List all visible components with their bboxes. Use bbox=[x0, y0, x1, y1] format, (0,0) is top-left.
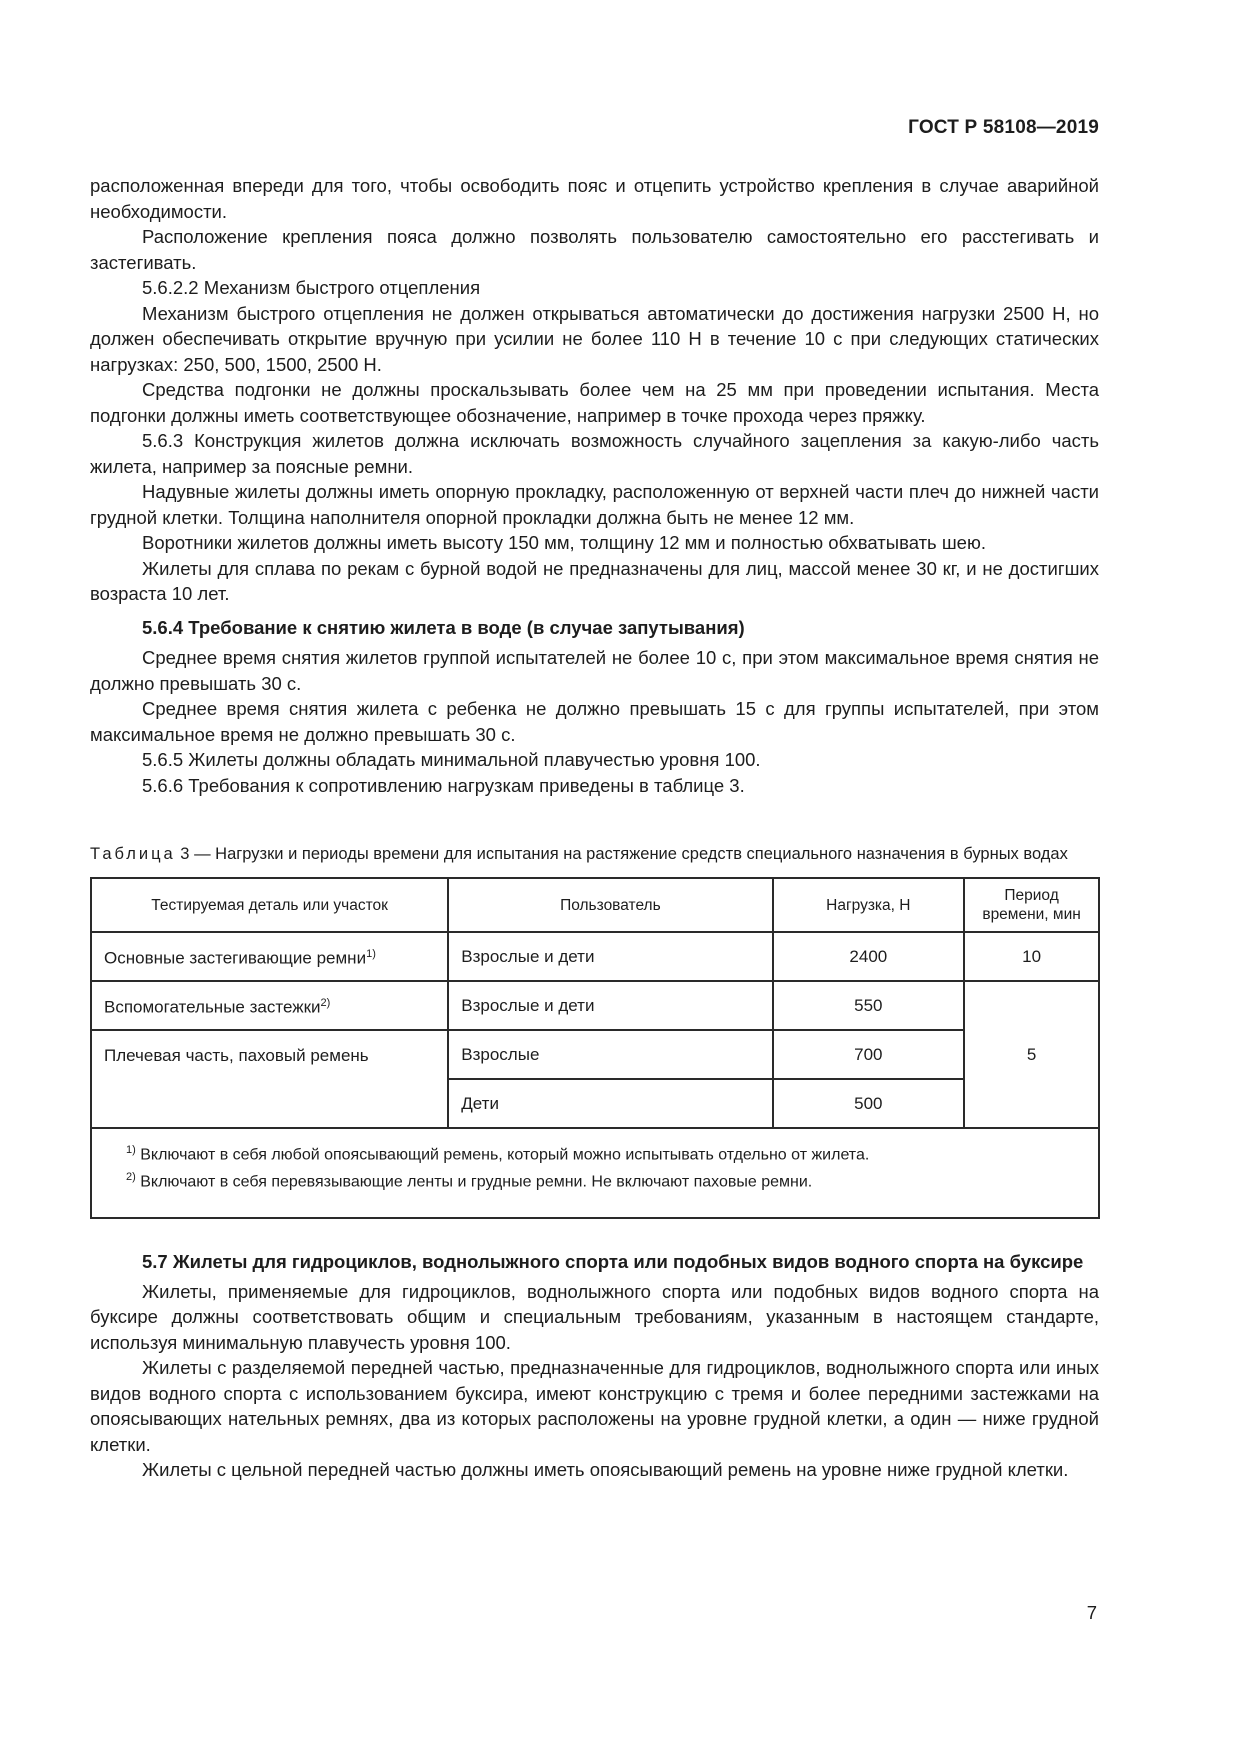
header-part: Тестируемая деталь или участок bbox=[91, 878, 448, 932]
paragraph: 5.6.5 Жилеты должны обладать минимальной плавучестью уровня 100. bbox=[142, 749, 761, 770]
cell-load: 550 bbox=[773, 981, 965, 1030]
cell-load: 500 bbox=[773, 1079, 965, 1128]
cell-load: 2400 bbox=[773, 932, 965, 981]
section-heading: 5.7 Жилеты для гидроциклов, воднолыжного спорта или подобных видов водного спорта на буксире bbox=[142, 1251, 1084, 1272]
paragraph: Среднее время снятия жилетов группой испытателей не более 10 с, при этом максимальное время снятия не должно превышать 30 с. bbox=[90, 647, 1099, 694]
paragraph: Расположение крепления пояса должно позволять пользователю самостоятельно его расстегивать и застегивать. bbox=[90, 226, 1099, 273]
section-57 bbox=[90, 1249, 1099, 1483]
loads-table bbox=[90, 877, 1100, 1219]
paragraph: Жилеты для сплава по рекам с бурной водой не предназначены для лиц, массой менее 30 кг, и не достигших возраста 10 лет. bbox=[90, 557, 1099, 604]
table-caption-number: 3 bbox=[180, 845, 190, 863]
paragraph: Жилеты, применяемые для гидроциклов, воднолыжного спорта или подобных видов водного спорта на буксире должны соответствовать общим и специальным требованиям, указанным в настоящем стандарте, используя минимальную плавучесть уровня 100. bbox=[90, 1280, 1099, 1353]
section-heading: 5.6.4 Требование к снятию жилета в воде (в случае запутывания) bbox=[142, 616, 745, 638]
paragraph: Среднее время снятия жилета с ребенка не должно превышать 15 с для группы испытателей, при этом максимальное время не должно превышать 30 с. bbox=[90, 698, 1099, 745]
header-load: Нагрузка, Н bbox=[773, 878, 965, 932]
footnote-text: Включают в себя перевязывающие ленты и грудные ремни. Не включают паховые ремни. bbox=[140, 1173, 813, 1191]
subsection-title: 5.6.2.2 Механизм быстрого отцепления bbox=[142, 277, 481, 298]
table-caption-text: — Нагрузки и периоды времени для испытания на растяжение средств специального назначения в бурных водах bbox=[189, 845, 1068, 863]
cell-part-text: Вспомогательные застежки bbox=[104, 997, 321, 1017]
footnote-ref: 1) bbox=[366, 947, 376, 960]
page-number: 7 bbox=[1086, 1602, 1097, 1623]
cell-user: Взрослые и дети bbox=[448, 932, 772, 981]
footnote bbox=[126, 1166, 1078, 1193]
cell-load: 700 bbox=[773, 1030, 965, 1079]
paragraph: Средства подгонки не должны проскальзывать более чем на 25 мм при проведении испытания. Места подгонки должны иметь соответствующее обозначение, например в точке прохода через пряжку. bbox=[90, 379, 1099, 426]
paragraph: расположенная впереди для того, чтобы освободить пояс и отцепить устройство крепления в случае аварийной необходимости. bbox=[90, 175, 1099, 222]
footnote-mark: 1) bbox=[126, 1144, 136, 1156]
paragraph: 5.6.6 Требования к сопротивлению нагрузкам приведены в таблице 3. bbox=[142, 774, 745, 796]
document-header-code: ГОСТ Р 58108—2019 bbox=[908, 117, 1099, 138]
table-footnotes bbox=[91, 1128, 1099, 1218]
footnote bbox=[126, 1139, 1078, 1166]
page-content bbox=[90, 173, 1099, 1483]
footnote-text: Включают в себя любой опоясывающий ремень, который можно испытывать отдельно от жилета. bbox=[140, 1146, 870, 1164]
table-caption-label: Таблица bbox=[90, 845, 176, 863]
header-user: Пользователь bbox=[448, 878, 772, 932]
table-row bbox=[91, 1030, 1099, 1079]
paragraph: Надувные жилеты должны иметь опорную прокладку, расположенную от верхней части плеч до нижней части грудной клетки. Толщина наполнителя опорной прокладки должна быть не менее 12 мм. bbox=[90, 481, 1099, 528]
table-header-row bbox=[91, 878, 1099, 932]
cell-part: Плечевая часть, паховый ремень bbox=[91, 1030, 448, 1128]
table-caption bbox=[90, 843, 1099, 865]
paragraph: 5.6.3 Конструкция жилетов должна исключать возможность случайного зацепления за какую-либо часть жилета, например за поясные ремни. bbox=[90, 430, 1099, 477]
table-row bbox=[91, 981, 1099, 1030]
cell-period: 10 bbox=[964, 932, 1099, 981]
table-row bbox=[91, 932, 1099, 981]
paragraph: Механизм быстрого отцепления не должен открываться автоматически до достижения нагрузки 2500 Н, но должен обеспечивать открытие вручную при усилии не более 110 Н в течение 10 с при следующих статических нагрузках: 250, 500, 1500, 2500 Н. bbox=[90, 302, 1099, 375]
cell-user: Взрослые и дети bbox=[448, 981, 772, 1030]
cell-part bbox=[91, 932, 448, 981]
cell-user: Дети bbox=[448, 1079, 772, 1128]
table-footnotes-row bbox=[91, 1128, 1099, 1218]
paragraph: Воротники жилетов должны иметь высоту 150 мм, толщину 12 мм и полностью обхватывать шею. bbox=[142, 532, 986, 553]
cell-user: Взрослые bbox=[448, 1030, 772, 1079]
cell-part-text: Основные застегивающие ремни bbox=[104, 948, 367, 968]
header-period: Период времени, мин bbox=[964, 878, 1099, 932]
footnote-ref: 2) bbox=[320, 996, 331, 1009]
cell-period-merged: 5 bbox=[964, 981, 1099, 1128]
footnote-mark: 2) bbox=[126, 1171, 136, 1184]
cell-part bbox=[91, 981, 448, 1030]
paragraph: Жилеты с разделяемой передней частью, предназначенные для гидроциклов, воднолыжного спорта или иных видов водного спорта с использованием буксира, имеют конструкцию с тремя и более передними застежками на опоясывающих нательных ремнях, два из которых расположены на уровне грудной клетки, а один — ниже грудной клетки. bbox=[90, 1357, 1099, 1455]
paragraph: Жилеты с цельной передней частью должны иметь опоясывающий ремень на уровне ниже грудной клетки. bbox=[142, 1459, 1069, 1480]
